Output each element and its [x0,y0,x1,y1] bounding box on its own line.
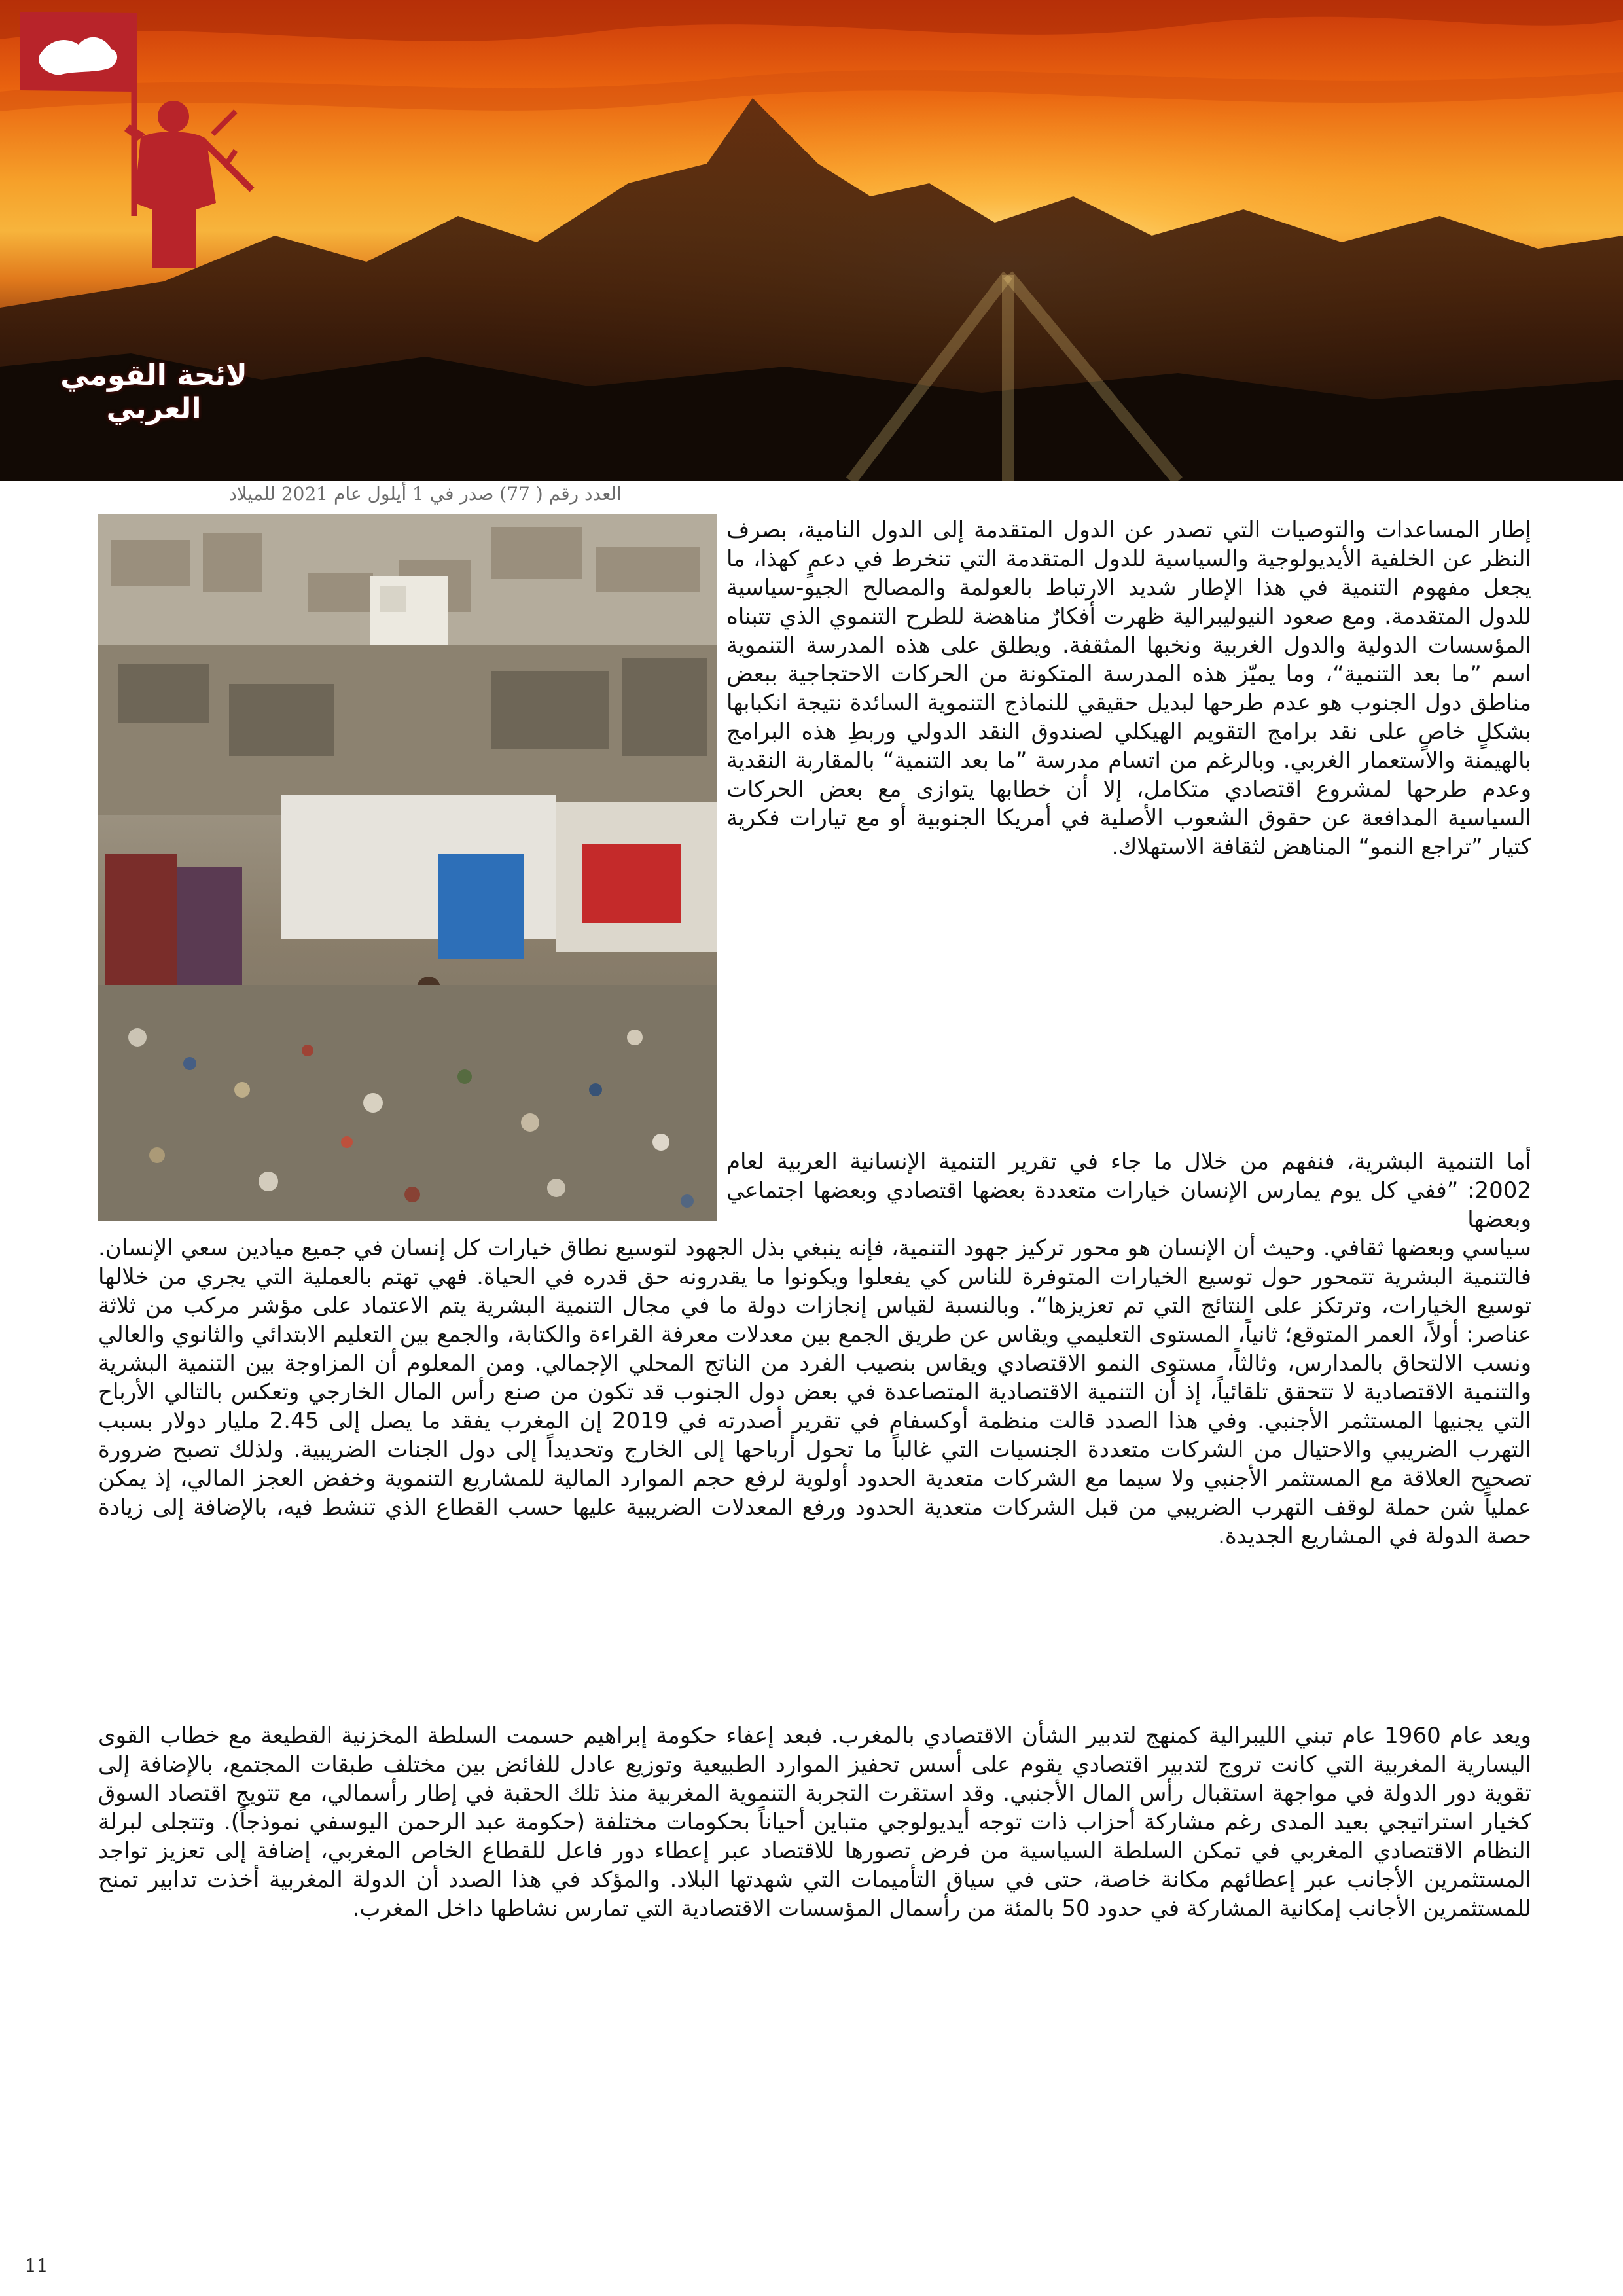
fighter-flag-logo-icon [0,0,262,275]
article-paragraph-2-continued: سياسي وبعضها ثقافي. وحيث أن الإنسان هو محور تركيز جهود التنمية، فإنه ينبغي بذل الجهود لتوسيع نطاق خيارات كل إنسان في جميع ميادين سعي الإنسان. فالتنمية البشرية تتمحور حول توسيع الخيارات المتوفرة للناس كي يفعلوا ويكونوا ما يقدرونه حق قدره في الحياة. فهي تهتم بالعملية التي يجري من خلالها توسيع الخيارات، وترتكز على النتائج التي تم تعزيزها“. وبالنسبة لقياس إنجازات دولة ما في مجال التنمية البشرية يتم الاعتماد على مؤشر مركب من ثلاثة عناصر: أولاً، العمر المتوقع؛ ثانياً، المستوى التعليمي ويقاس عن طريق الجمع بين معدلات معرفة القراءة والكتابة، والجمع بين التعليم الابتدائي والثانوي والعالي ونسب الالتحاق بالمدارس، وثالثاً، مستوى النمو الاقتصادي ويقاس بنصيب الفرد من الناتج المحلي الإجمالي. ومن المعلوم أن المزاوجة بين التنمية البشرية والتنمية الاقتصادية لا تتحقق تلقائياً، إذ أن التنمية الاقتصادية المتصاعدة في بعض دول الجنوب قد تكون من صنع رأس المال الخارجي وتعكس بالتالي الأرباح التي يجنيها المستثمر الأجنبي. وفي هذا الصدد قالت منظمة أوكسفام في تقرير أصدرته في 2019 إن المغرب يفقد ما يصل إلى 2.45 مليار دولار بسبب التهرب الضريبي والاحتيال من الشركات متعددة الجنسيات التي غالباً ما تحول أرباحها إلى الخارج وتحديداً إلى دول الجنات الضريبية. ولذلك تصبح ضرورة تصحيح العلاقة مع المستثمر الأجنبي ولا سيما مع الشركات متعدية الحدود أولوية لرفع حجم الموارد المالية للمشاريع التنموية وخفض العجز المالي، إذ يمكن عملياً شن حملة لوقف التهرب الضريبي من قبل الشركات متعدية الحدود ورفع المعدلات الضريبية عليها حسب القطاع الذي تنشط فيه، بالإضافة إلى زيادة حصة الدولة في المشاريع الجديدة. [98,1235,1531,1549]
article-paragraph-2-start: أما التنمية البشرية، فنفهم من خلال ما جاء في تقرير التنمية الإنسانية العربية لعام 2002: ”ففي كل يوم يمارس الإنسان خيارات متعددة بعضها اقتصادي وبعضها اجتماعي وبعضها [726,1149,1531,1232]
header-banner [0,0,1623,481]
issue-line: العدد رقم ( 77) صدر في 1 أيلول عام 2021 للميلاد [228,483,622,505]
slum-scene-image [98,514,717,1221]
slum-garbage-photo [98,514,717,1221]
article-paragraph-3: ويعد عام 1960 عام تبني الليبرالية كمنهج لتدبير الشأن الاقتصادي بالمغرب. فبعد إعفاء حكومة إبراهيم حسمت السلطة المخزنية القطيعة مع خطاب القوى اليسارية المغربية التي كانت تروج لتدبير اقتصادي يقوم على أسس تحفيز الموارد الطبيعية وتوزيع عادل للفائض بين مختلف طبقات المجتمع، بالإضافة إلى تقوية دور الدولة في مواجهة استقبال رأس المال الأجنبي. وقد استقرت التجربة التنموية المغربية منذ تلك الحقبة في إطار رأسمالي، مع تتويج اقتصاد السوق كخيار استراتيجي بعيد المدى رغم مشاركة أحزاب ذات توجه أيديولوجي متباين أحياناً بحكومات مختلفة (حكومة عبد الرحمن اليوسفي نموذجاً). وتتجلى لبرلة النظام الاقتصادي المغربي في تمكن السلطة السياسية من فرض تصورها للاقتصاد عبر إعطاء دور فاعل للقطاع الخاص المغربي، إضافة إلى تعزيز تواجد المستثمرين الأجانب عبر إعطائهم مكانة خاصة، حتى في سياق التأميمات التي شهدتها البلاد. والمؤكد في هذا الصدد أن الدولة المغربية أخذت تدابير تمنح للمستثمرين الأجانب إمكانية المشاركة في حدود 50 بالمئة من رأسمال المؤسسات الاقتصادية التي تمارس نشاطها داخل المغرب. [98,1723,1531,1922]
article-paragraph-1: إطار المساعدات والتوصيات التي تصدر عن الدول المتقدمة إلى الدول النامية، بصرف النظر عن الخلفية الأيديولوجية والسياسية للدول المتقدمة التي تنخرط في دعمٍ كهذا، ما يجعل مفهوم التنمية في هذا الإطار شديد الارتباط بالعولمة والمصالح الجيو-سياسية للدول المتقدمة. ومع صعود النيوليبرالية ظهرت أفكارٌ مناهضة للطرح التنموي الذي تتبناه المؤسسات الدولية والدول الغربية ونخبها المثقفة. ويطلق على هذه المدرسة التنموية اسم ”ما بعد التنمية“، وما يميّز هذه المدرسة المتكونة من الحركات الاحتجاجية ببعض مناطق دول الجنوب هو عدم طرحها لبديل حقيقي للنماذج التنموية السائدة نتيجة انكبابها بشكلٍ خاصٍ على نقد برامج التقويم الهيكلي لصندوق النقد الدولي وربطِ هذه البرامج بالهيمنة والاستعمار الغربي. وبالرغم من اتسام مدرسة ”ما بعد التنمية“ بالمقاربة النقدية وعدم طرحها لمشروع اقتصادي متكامل، إلا أن خطابها يتوازى مع بعض الحركات السياسية المدافعة عن حقوق الشعوب الأصلية في أمريكا الجنوبية أو مع تيارات فكرية كتيار ”تراجع النمو“ المناهض لثقافة الاستهلاك. [726,517,1531,860]
logo-text: لائحة القومي العربي [60,359,247,425]
page-number: 11 [25,2255,48,2276]
